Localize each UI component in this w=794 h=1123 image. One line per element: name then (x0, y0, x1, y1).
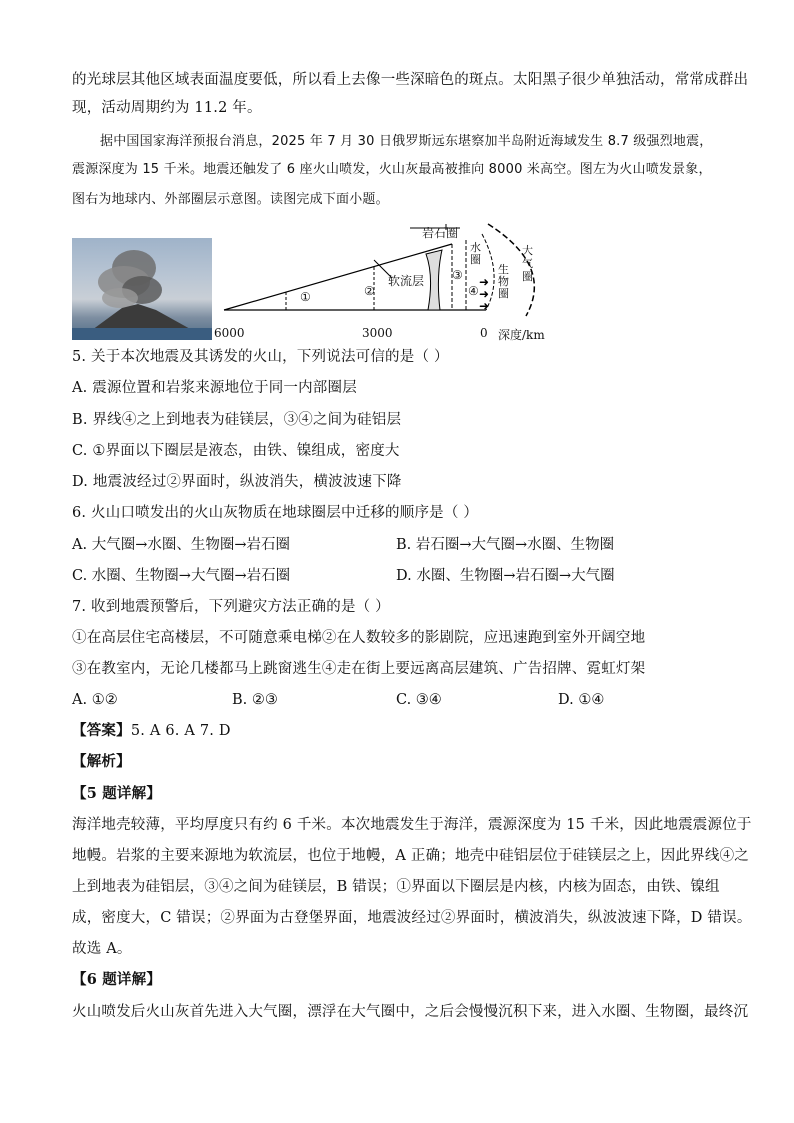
explanation-line: 地幔。岩浆的主要来源地为软流层，也位于地幔，A 正确；地壳中硅铝层位于硅镁层之上，因此界线④之 (72, 848, 749, 864)
question-7: 7. 收到地震预警后，下列避灾方法正确的是（ ） (72, 599, 390, 615)
option-6c: C. 水圈、生物圈→大气圈→岩石圈 (72, 568, 291, 584)
question-7-statements: ①在高层住宅高楼层，不可随意乘电梯②在人数较多的影剧院，应迅速跑到室外开阔空地 (72, 630, 646, 646)
svg-text:➜: ➜ (479, 275, 490, 289)
option-6d: D. 水圈、生物圈→岩石圈→大气圈 (396, 568, 615, 584)
tick-3000: 3000 (362, 326, 393, 340)
n1-label: ① (300, 290, 311, 304)
svg-text:➜: ➜ (479, 299, 490, 313)
depth-axis-label: 深度/km (498, 328, 545, 342)
volcano-photo (72, 238, 212, 340)
option-7a: A. ①② (72, 692, 118, 708)
air-label: 大气圈 (522, 244, 533, 283)
text-line: 现，活动周期约为 11.2 年。 (72, 100, 262, 116)
n2-label: ② (364, 284, 375, 298)
option-7c: C. ③④ (396, 692, 442, 708)
explanation-line: 成，密度大，C 错误；②界面为古登堡界面，地震波经过②界面时，横波消失，纵波波速下降，D 错误。 (72, 910, 752, 926)
option-5a: A. 震源位置和岩浆来源地位于同一内部圈层 (72, 380, 357, 396)
soft-label: 软流层 (388, 274, 425, 288)
option-5d: D. 地震波经过②界面时，纵波消失，横波波速下降 (72, 474, 402, 490)
rock-label: 岩石圈 (422, 226, 459, 240)
tick-6000: 6000 (214, 326, 245, 340)
analysis-heading: 【解析】 (72, 753, 131, 770)
answer-label: 【答案】 (72, 722, 131, 739)
bio-label: 生物圈 (498, 263, 509, 300)
svg-text:➜: ➜ (479, 287, 490, 301)
explanation-line: 火山喷发后火山灰首先进入大气圈，漂浮在大气圈中，之后会慢慢沉积下来，进入水圈、生物圈，最终沉 (72, 1004, 749, 1020)
explanation-line: 海洋地壳较薄，平均厚度只有约 6 千米。本次地震发生于海洋，震源深度为 15 千米，因此地震震源位于 (72, 817, 752, 833)
answer-line (72, 721, 732, 741)
n3-label: ③ (452, 268, 463, 282)
explanation-line: 上到地表为硅铝层，③④之间为硅镁层，B 错误；①界面以下圈层是内核，内核为固态，由铁、镍组 (72, 879, 720, 895)
text-line: 的光球层其他区域表面温度要低，所以看上去像一些深暗色的斑点。太阳黑子很少单独活动，常常成群出 (72, 72, 749, 88)
q5-detail-heading: 【5 题详解】 (72, 785, 162, 802)
option-5b: B. 界线④之上到地表为硅镁层，③④之间为硅铝层 (72, 412, 402, 428)
intro-line: 震源深度为 15 千米。地震还触发了 6 座火山喷发，火山灰最高被推向 8000 米高空。图左为火山喷发景象， (72, 162, 712, 177)
q6-detail-heading: 【6 题详解】 (72, 971, 162, 988)
question-5: 5. 关于本次地震及其诱发的火山，下列说法可信的是（ ） (72, 349, 449, 365)
explanation-line: 故选 A。 (72, 941, 132, 957)
earth-layers-diagram (214, 216, 554, 346)
intro-line: 图右为地球内、外部圈层示意图。读图完成下面小题。 (72, 192, 389, 207)
option-6b: B. 岩石圈→大气圈→水圈、生物圈 (396, 537, 615, 553)
intro-line: 据中国国家海洋预报台消息，2025 年 7 月 30 日俄罗斯远东堪察加半岛附近海域发生 8.7 级强烈地震， (100, 134, 713, 149)
question-6: 6. 火山口喷发出的火山灰物质在地球圈层中迁移的顺序是（ ） (72, 505, 479, 521)
option-6a: A. 大气圈→水圈、生物圈→岩石圈 (72, 537, 290, 553)
n4-label: ④ (468, 284, 479, 298)
option-5c: C. ①界面以下圈层是液态，由铁、镍组成，密度大 (72, 443, 400, 459)
answer-values: 5. A 6. A 7. D (130, 723, 231, 739)
option-7d: D. ①④ (558, 692, 605, 708)
option-7b: B. ②③ (232, 692, 278, 708)
water-label: 水圈 (470, 241, 481, 266)
tick-0: 0 (480, 326, 488, 340)
question-7-statements: ③在教室内，无论几楼都马上跳窗逃生④走在街上要远离高层建筑、广告招牌、霓虹灯架 (72, 661, 646, 677)
